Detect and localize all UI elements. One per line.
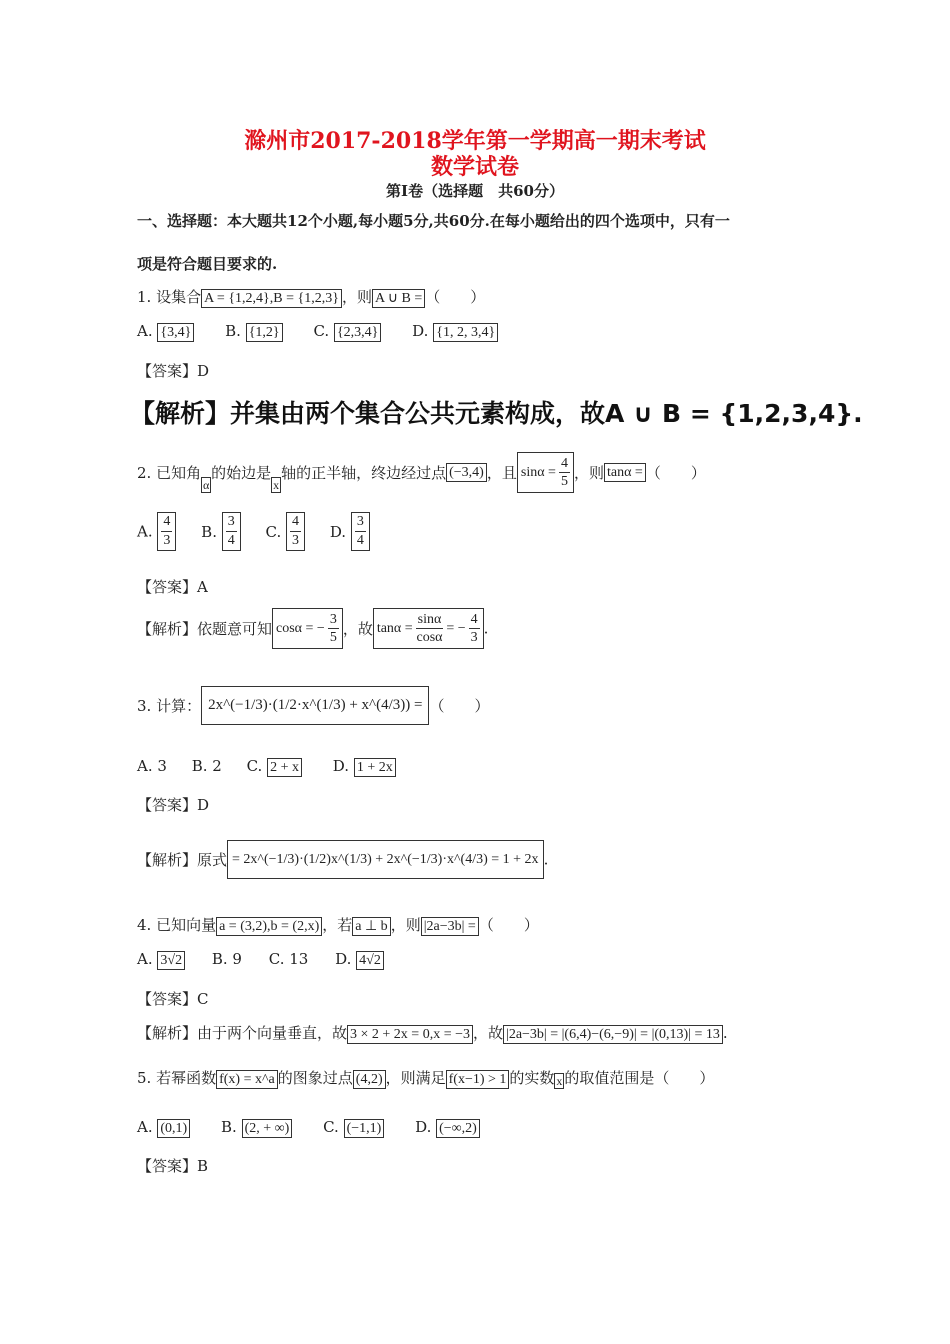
q5-option-a: (0,1) [157, 1119, 190, 1138]
math-sets: A = {1,2,4},B = {1,2,3} [201, 289, 342, 308]
q2-option-b: $\frac{3}{4}$ [222, 512, 241, 551]
math-alpha: α [202, 478, 210, 492]
q2-analysis: 【解析】依题意可知 cosα = − $\frac{3}{5}$ ，故 tanα = $\frac{\sin\alpha}{\cos\alpha}$ = − $\frac{4}{3}$ . [137, 608, 488, 649]
q1-analysis: 【解析】并集由两个集合公共元素构成，故A ∪ B = {1,2,3,4}. [130, 399, 863, 428]
q2-option-d: $\frac{3}{4}$ [351, 512, 370, 551]
math-magnitude-calc: |2a−3b| = |(6,4)−(6,−9)| = |(0,13)| = 13 [503, 1025, 723, 1044]
q5-option-b: (2, + ∞) [242, 1119, 293, 1138]
math-perp-eq: 3 × 2 + 2x = 0,x = −3 [347, 1025, 473, 1044]
math-simplify: = 2x^(−1/3)·(1/2)x^(1/3) + 2x^(−1/3)·x^(4/3) = 1 + 2x [227, 840, 544, 879]
math-tan: tanα = [604, 463, 646, 482]
q4-answer: 【答案】C [137, 990, 209, 1008]
q5-option-c: (−1,1) [344, 1119, 385, 1138]
q3-analysis: 【解析】原式 = 2x^(−1/3)·(1/2)x^(1/3) + 2x^(−1/3)·x^(4/3) = 1 + 2x . [137, 840, 548, 879]
math-x: x [556, 1073, 563, 1088]
q3-option-d: 1 + 2x [354, 758, 396, 777]
q1-answer: 【答案】D [137, 362, 210, 380]
question-1: 1. 设集合 A = {1,2,4},B = {1,2,3} ，则 A ∪ B = （ ） [137, 288, 486, 306]
q1-option-b: {1,2} [246, 323, 283, 342]
q4-options: A. 3√2 B. 9 C. 13 D. 4√2 [137, 950, 384, 970]
q2-option-c: $\frac{4}{3}$ [286, 512, 305, 551]
question-2: 2. 已知角α的始边是x轴的正半轴，终边经过点 (−3,4) ，且 sinα = $\frac{4}{5}$ ，则 tanα = （ ） [137, 452, 706, 493]
question-3: 3. 计算： 2x^(−1/3)·(1/2·x^(1/3) + x^(4/3)) = （ ） [137, 686, 489, 725]
q4-option-d: 4√2 [356, 951, 384, 970]
q4-analysis: 【解析】由于两个向量垂直，故 3 × 2 + 2x = 0,x = −3 ，故 |2a−3b| = |(6,4)−(6,−9)| = |(0,13)| = 13 . [137, 1024, 728, 1042]
q5-options: A. (0,1) B. (2, + ∞) C. (−1,1) D. (−∞,2) [137, 1118, 480, 1138]
q3-option-c: 2 + x [267, 758, 302, 777]
math-condition: f(x−1) > 1 [446, 1070, 510, 1089]
math-vectors: a = (3,2),b = (2,x) [216, 917, 322, 936]
math-sin: sinα = $\frac{4}{5}$ [517, 452, 574, 493]
q4-option-a: 3√2 [157, 951, 185, 970]
q1-option-c: {2,3,4} [334, 323, 381, 342]
math-union: A ∪ B = [372, 289, 425, 308]
q3-answer: 【答案】D [137, 796, 210, 814]
question-4: 4. 已知向量 a = (3,2),b = (2,x) ，若 a ⊥ b ，则 |2a−3b| = （ ） [137, 916, 539, 934]
math-x: x [273, 478, 280, 492]
q2-option-a: $\frac{4}{3}$ [157, 512, 176, 551]
q1-options: A. {3,4} B. {1,2} C. {2,3,4} D. {1, 2, 3,4} [137, 322, 498, 342]
math-compute: 2x^(−1/3)·(1/2·x^(1/3) + x^(4/3)) = [201, 686, 429, 725]
q3-options: A. 3 B. 2 C. 2 + x D. 1 + 2x [137, 757, 396, 777]
q2-options: A. $\frac{4}{3}$ B. $\frac{3}{4}$ C. $\frac{4}{3}$ D. $\frac{3}{4}$ [137, 512, 370, 551]
q5-answer: 【答案】B [137, 1157, 209, 1175]
q1-option-a: {3,4} [157, 323, 194, 342]
exam-subtitle: 数学试卷 [430, 154, 519, 180]
instructions-line2: 项是符合题目要求的. [137, 255, 278, 273]
instructions-line1: 一、选择题：本大题共12个小题,每小题5分,共60分.在每小题给出的四个选项中，只有一 [137, 212, 730, 230]
exam-title: 滁州市2017-2018学年第一学期高一期末考试 [244, 128, 706, 154]
q2-answer: 【答案】A [137, 578, 208, 596]
math-power-func: f(x) = x^a [216, 1070, 278, 1089]
section-heading: 第Ⅰ卷（选择题 共60分） [386, 182, 564, 200]
question-5: 5. 若幂函数 f(x) = x^a 的图象过点 (4,2) ，则满足 f(x−1) > 1 的实数 x 的取值范围是（ ） [137, 1069, 715, 1088]
math-point: (4,2) [353, 1070, 386, 1089]
math-tan-derivation: tanα = $\frac{\sin\alpha}{\cos\alpha}$ = − $\frac{4}{3}$ [373, 608, 484, 649]
q5-option-d: (−∞,2) [436, 1119, 480, 1138]
math-point: (−3,4) [446, 463, 487, 482]
math-cos: cosα = − $\frac{3}{5}$ [272, 608, 343, 649]
math-magnitude: |2a−3b| = [421, 917, 479, 936]
math-perp: a ⊥ b [352, 917, 390, 936]
q1-option-d: {1, 2, 3,4} [433, 323, 498, 342]
